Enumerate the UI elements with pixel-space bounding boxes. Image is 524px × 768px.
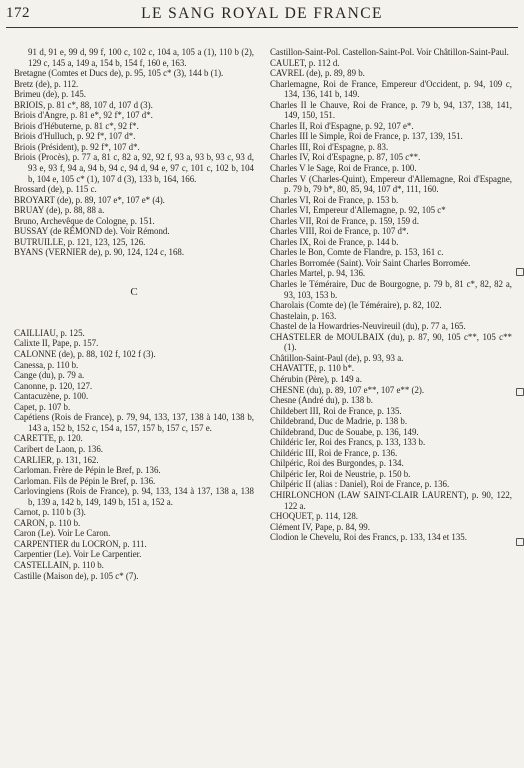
index-entry: Charles V le Sage, Roi de France, p. 100. xyxy=(270,163,417,174)
index-entry: BYANS (VERNIER de), p. 90, 124, 124 c, 168. xyxy=(14,247,185,258)
index-entry: Castille (Maison de), p. 105 c* (7). xyxy=(14,570,139,581)
index-entry: Childebrand, Duc de Madrie, p. 138 b. xyxy=(270,416,408,427)
binding-mark xyxy=(516,388,524,396)
index-entries-b xyxy=(14,47,254,258)
index-entry: Cange (du), p. 79 a. xyxy=(14,370,85,381)
index-entry: Charolais (Comte de) (le Téméraire), p. 82, 102. xyxy=(270,300,442,311)
index-entry: CARETTE, p. 120. xyxy=(14,433,83,444)
index-entry: Charles II, Roi d'Espagne, p. 92, 107 e*. xyxy=(270,120,414,131)
index-entry: Caribert de Laon, p. 136. xyxy=(14,443,103,454)
index-entry: Chesne (André du), p. 138 b. xyxy=(270,395,374,406)
binding-mark xyxy=(516,268,524,276)
index-entry: Charlemagne, Roi de France, Empereur d'Occident, p. 94, 109 c, 134, 136, 141 b, 149. xyxy=(270,78,512,100)
index-entry: Charles II le Chauve, Roi de France, p. 79 b, 94, 137, 138, 141, 149, 150, 151. xyxy=(270,99,512,121)
index-entry: Castillon-Saint-Pol. Castellon-Saint-Pol. Voir Châtillon-Saint-Paul. xyxy=(270,47,509,57)
index-entry: CHESNE (du), p. 89, 107 e**, 107 e** (2). xyxy=(270,384,425,395)
index-entry: Carpentier (Le). Voir Le Carpentier. xyxy=(14,549,142,560)
index-entry: Chérubin (Père), p. 149 a. xyxy=(270,373,362,384)
index-entry: Charles Borromée (Saint). Voir Saint Charles Borromée. xyxy=(270,257,471,268)
index-entries-c-continued xyxy=(270,47,512,543)
index-entry: Briois d'Hulluch, p. 92 f*, 107 d*. xyxy=(14,131,136,142)
index-entry: Chastel de la Howardries-Neuvireuil (du), p. 77 a, 165. xyxy=(270,321,466,332)
index-entry: Capétiens (Rois de France), p. 79, 94, 133, 137, 138 à 140, 138 b, 143 a, 152 b, 152 c, 154 a, 157, 157 b, 157 c, 157 e. xyxy=(14,412,254,433)
index-entry: Cantacuzène, p. 100. xyxy=(14,391,89,402)
page-number: 172 xyxy=(6,5,30,21)
index-entry: Carloman. Fils de Pépin le Bref, p. 136. xyxy=(14,475,156,486)
index-entry: CARON, p. 110 b. xyxy=(14,517,81,528)
index-entry: Carloman. Frère de Pépin le Bref, p. 136. xyxy=(14,465,161,476)
index-entry: Charles V (Charles-Quint), Empereur d'Allemagne, Roi d'Espagne, p. 79 b, 79 b*, 80, 85, 94, 107 d*, 111, 160. xyxy=(270,173,512,195)
index-entry: CHAVATTE, p. 110 b*. xyxy=(270,363,355,374)
index-entry: CALONNE (de), p. 88, 102 f, 102 f (3). xyxy=(14,349,156,360)
index-entry: CHIRLONCHON (LAW SAINT-CLAIR LAURENT), p. 90, 122, 122 a. xyxy=(270,489,512,511)
index-entry: Capet, p. 107 b. xyxy=(14,401,71,412)
index-entry: Canessa, p. 110 b. xyxy=(14,359,79,370)
running-title: LE SANG ROYAL DE FRANCE xyxy=(141,5,383,22)
index-entry: Chastelain, p. 163. xyxy=(270,310,337,321)
index-entry: Childéric III, Roi de France, p. 136. xyxy=(270,447,398,458)
right-column xyxy=(270,47,512,543)
index-entry: Charles Martel, p. 94, 136. xyxy=(270,268,366,279)
index-entry: CARLIER, p. 131, 162. xyxy=(14,454,99,465)
index-entry: Briois (Procès), p. 77 a, 81 c, 82 a, 92, 92 f, 93 a, 93 b, 93 c, 93 d, 93 e, 93 f, 94 a, 94 b, 94 c, 94 d, 94 e, 97 c, 101 c, 102 b, 104 b, 104 e, 105 c* (1), 107 d (3), 133 b, 164, 166. xyxy=(14,152,254,184)
index-entry: CHOQUET, p. 114, 128. xyxy=(270,511,359,522)
index-entry: Briois d'Angre, p. 81 e*, 92 f*, 107 d*. xyxy=(14,110,153,121)
index-entry: CAULET, p. 112 d. xyxy=(270,57,340,68)
index-entry: Calixte II, Pape, p. 157. xyxy=(14,338,99,349)
binding-mark xyxy=(516,538,524,546)
index-entry: BRIOIS, p. 81 c*, 88, 107 d, 107 d (3). xyxy=(14,99,153,110)
index-entry: Charles le Bon, Comte de Flandre, p. 153, 161 c. xyxy=(270,247,444,258)
index-entry: Châtillon-Saint-Paul (de), p. 93, 93 a. xyxy=(270,352,404,363)
index-entry: Charles III, Roi d'Espagne, p. 83. xyxy=(270,141,389,152)
index-entries-c xyxy=(14,328,254,581)
index-entry: Brimeu (de), p. 145. xyxy=(14,89,86,100)
index-entry: Bruno, Archevêque de Cologne, p. 151. xyxy=(14,215,155,226)
index-entry: CAILLIAU, p. 125. xyxy=(14,327,85,338)
index-entry: Charles III le Simple, Roi de France, p. 137, 139, 151. xyxy=(270,131,463,142)
index-entry: Charles le Téméraire, Duc de Bourgogne, p. 79 b, 81 c*, 82, 82 a, 93, 103, 153 b. xyxy=(270,279,512,300)
index-entry: Charles VI, Empereur d'Allemagne, p. 92, 105 c* xyxy=(270,205,446,216)
index-entry: Chilpéric Ier, Roi de Neustrie, p. 150 b. xyxy=(270,468,411,479)
index-entry: Charles IV, Roi d'Espagne, p. 87, 105 c**. xyxy=(270,152,421,163)
index-entry: Charles IX, Roi de France, p. 144 b. xyxy=(270,236,399,247)
index-entry: Briois d'Hébuterne, p. 81 c*, 92 f*. xyxy=(14,120,139,131)
index-entry: Childebert III, Roi de France, p. 135. xyxy=(270,405,402,416)
index-entry: Caron (Le). Voir Le Caron. xyxy=(14,528,111,539)
index-entry: Clodion le Chevelu, Roi des Francs, p. 133, 134 et 135. xyxy=(270,532,467,543)
index-entry: Brossard (de), p. 115 c. xyxy=(14,184,97,195)
index-entry: Carnot, p. 110 b (3). xyxy=(14,507,86,518)
index-entry: Charles VII, Roi de France, p. 159, 159 d. xyxy=(270,215,419,226)
header-rule xyxy=(6,27,518,28)
index-entry: CASTELLAIN, p. 110 b. xyxy=(14,559,104,570)
index-entry: Bretagne (Comtes et Ducs de), p. 95, 105 c* (3), 144 b (1). xyxy=(14,68,224,79)
index-entry: Chilpéric, Roi des Burgondes, p. 134. xyxy=(270,458,404,469)
index-entry: BROYART (de), p. 89, 107 e*, 107 e* (4). xyxy=(14,194,165,205)
index-entry: CAVREL (de), p. 89, 89 b. xyxy=(270,68,365,79)
index-entry: BUTRUILLE, p. 121, 123, 125, 126. xyxy=(14,236,146,247)
index-entry: CHASTELER de MOULBAIX (du), p. 87, 90, 105 c**, 105 c** (1). xyxy=(270,331,512,353)
index-entry: Childéric Ier, Roi des Francs, p. 133, 133 b. xyxy=(270,437,426,448)
left-column xyxy=(14,47,254,581)
section-gap xyxy=(14,258,254,282)
index-entry: BUSSAY (de RÉMOND de). Voir Rémond. xyxy=(14,226,170,237)
index-entry: Chilpéric II (alias : Daniel), Roi de France, p. 136. xyxy=(270,479,450,490)
index-entry: BRUAY (de), p. 88, 88 a. xyxy=(14,205,105,216)
index-entry: Charles VIII, Roi de France, p. 107 d*. xyxy=(270,226,409,237)
index-entry: Bretz (de), p. 112. xyxy=(14,78,79,89)
index-entry: Clément IV, Pape, p. 84, 99. xyxy=(270,521,370,532)
index-entry: Childebrand, Duc de Souabe, p. 136, 149. xyxy=(270,426,419,437)
index-entry: 91 d, 91 e, 99 d, 99 f, 100 c, 102 c, 104 a, 105 a (1), 110 b (2), 129 c, 145 a, 149 a, 154 b, 154 f, 160 e, 163. xyxy=(28,47,254,68)
index-entry: Canonne, p. 120, 127. xyxy=(14,380,93,391)
index-entry: CARPENTIER du LOCRON, p. 111. xyxy=(14,538,147,549)
section-letter: C xyxy=(130,285,138,298)
index-entry: Carlovingiens (Rois de France), p. 94, 133, 134 à 137, 138 a, 138 b, 139 a, 142 b, 149, 149 b, 151 a, 152 a. xyxy=(14,486,254,507)
index-entry: Charles VI, Roi de France, p. 153 b. xyxy=(270,194,399,205)
index-entry: Briois (Président), p. 92 f*, 107 d*. xyxy=(14,141,140,152)
